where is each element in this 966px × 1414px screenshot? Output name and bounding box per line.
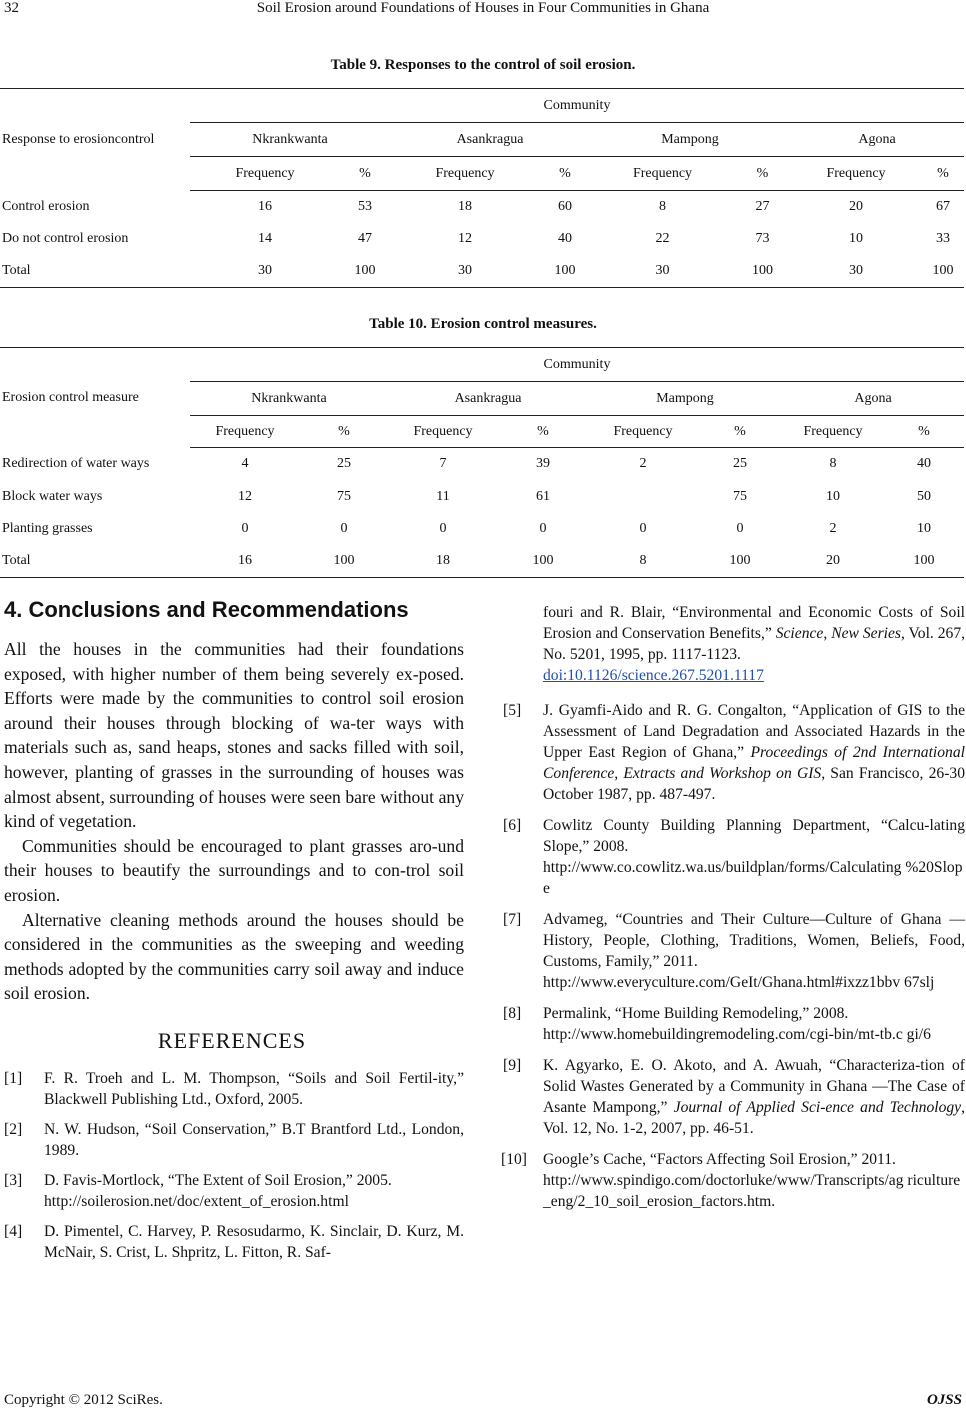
- page-footer: [4, 1392, 962, 1409]
- cell: 25: [337, 456, 351, 472]
- cell: 8: [588, 545, 698, 578]
- cell: 10: [826, 488, 840, 504]
- cell: 67: [936, 198, 950, 214]
- reference-number: [4]: [4, 1223, 23, 1240]
- copyright-notice: Copyright © 2012 SciRes.: [4, 1392, 163, 1408]
- cell: 47: [358, 230, 372, 246]
- cell: [588, 481, 698, 513]
- reference-item: [9] K. Agyarko, E. O. Akoto, and A. Awuah, “Characteriza-tion of Solid Wastes Generated by a Community in Ghana —The Case of Asante Mampong,” Journal of Applied Sci-ence and Technology, Vol. 12, No. 1-2, 2007, pp. 46-51.: [503, 1057, 965, 1137]
- reference-url[interactable]: http://www.everyculture.com/GeIt/Ghana.html#ixzz1bbv 67slj: [543, 974, 935, 991]
- reference-text: D. Pimentel, C. Harvey, P. Resosudarmo, K. Sinclair, D. Kurz, M. McNair, S. Crist, L. Shpritz, L. Fitton, R. Saf-: [44, 1223, 464, 1261]
- reference-item-continued: fouri and R. Blair, “Environmental and Economic Costs of Soil Erosion and Conservation Benefits,” Science, New Series, Vol. 267, No. 5201, 1995, pp. 1117-1123. doi:10.1126/science.267.5201.1117: [543, 604, 966, 684]
- cell: 14: [258, 230, 272, 246]
- reference-item: [503, 1149, 965, 1212]
- reference-item: [4, 1068, 464, 1110]
- table9-row: [0, 191, 964, 223]
- cell: 0: [340, 520, 348, 536]
- reference-item: [503, 1003, 965, 1045]
- reference-number: [6]: [503, 817, 522, 834]
- table10-subheader: %: [698, 416, 782, 448]
- cell: 27: [755, 198, 770, 214]
- cell: 100: [300, 545, 388, 578]
- reference-url[interactable]: http://soilerosion.net/doc/extent_of_erosion.html: [44, 1193, 349, 1210]
- cell: 60: [558, 198, 572, 214]
- reference-number: [5]: [503, 702, 522, 719]
- table10-subheader: Frequency: [190, 416, 300, 448]
- cell: 7: [439, 456, 447, 472]
- cell: 0: [241, 520, 249, 536]
- cell: 40: [917, 456, 931, 472]
- cell: 100: [735, 255, 790, 288]
- table9-subheader: Frequency: [590, 157, 735, 191]
- cell: 0: [539, 520, 547, 536]
- cell: 4: [241, 456, 249, 472]
- reference-text: N. W. Hudson, “Soil Conservation,” B.T Brantford Ltd., London, 1989.: [44, 1121, 464, 1159]
- cell: 30: [590, 255, 735, 288]
- cell: 8: [659, 198, 666, 214]
- table9-row: [0, 255, 964, 288]
- cell: 53: [358, 198, 372, 214]
- reference-text: Permalink, “Home Building Remodeling,” 2008.: [543, 1005, 849, 1022]
- row-label: Do not control erosion: [2, 230, 129, 246]
- reference-item: [5] J. Gyamfi-Aido and R. G. Congalton, “Application of GIS to the Assessment of Land Degradation and Associated Hazards in the Upper East Region of Ghana,” Proceedings of 2nd International Conference, Extracts and Workshop on GIS, San Francisco, 26-30 October 1987, pp. 487-497.: [503, 702, 965, 803]
- cell: 0: [639, 520, 647, 536]
- proceedings-title: Proceedings of 2nd International Conference, Extracts and Workshop on GIS: [543, 744, 965, 782]
- cell: 11: [436, 488, 450, 504]
- reference-number: [2]: [4, 1121, 23, 1138]
- table10-subheader: Frequency: [388, 416, 498, 448]
- journal-title: Science: [775, 625, 824, 642]
- cell: 12: [238, 488, 252, 504]
- journal-abbreviation: OJSS: [926, 1392, 962, 1408]
- reference-item: [4, 1170, 464, 1212]
- references-heading: REFERENCES: [157, 1028, 307, 1053]
- table9: [0, 88, 964, 288]
- table9-subheader: Frequency: [790, 157, 922, 191]
- table9-row-header: Response to erosioncontrol: [0, 89, 190, 191]
- cell: 100: [340, 255, 390, 288]
- cell: 75: [337, 488, 351, 504]
- cell: 2: [639, 456, 647, 472]
- cell: 16: [190, 545, 300, 578]
- conclusions-text: [4, 637, 464, 1006]
- cell: 20: [849, 198, 863, 214]
- reference-number: [1]: [4, 1070, 23, 1087]
- row-label: Block water ways: [2, 488, 103, 504]
- reference-number: [10]: [501, 1151, 527, 1168]
- cell: 50: [917, 488, 931, 504]
- table9-community: Agona: [790, 123, 964, 157]
- cell: 100: [884, 545, 964, 578]
- cell: 8: [829, 456, 837, 472]
- cell: 30: [390, 255, 540, 288]
- paragraph: Alternative cleaning methods around the houses should be considered in the communities as the sweeping and weeding methods adopted by the communities carry soil away and induce soil erosion.: [4, 909, 464, 1004]
- cell: 25: [733, 456, 747, 472]
- table10-subheader: Frequency: [782, 416, 884, 448]
- section-heading: 4. Conclusions and Recommendations: [4, 597, 409, 622]
- cell: 100: [922, 255, 964, 288]
- reference-item: [4, 1119, 464, 1161]
- cell: 10: [917, 520, 931, 536]
- cell: 100: [540, 255, 590, 288]
- row-label: Total: [0, 255, 190, 288]
- page-number: 32: [4, 0, 19, 16]
- table10-caption: Table 10. Erosion control measures.: [369, 316, 597, 332]
- references-right: [503, 602, 965, 1212]
- table9-community: Nkrankwanta: [190, 123, 390, 157]
- cell: 100: [498, 545, 588, 578]
- row-label: Redirection of water ways: [2, 456, 150, 471]
- cell: 20: [782, 545, 884, 578]
- reference-number: [7]: [503, 911, 522, 928]
- table9-subheader: %: [735, 157, 790, 191]
- cell: 75: [733, 488, 747, 504]
- cell: 16: [258, 198, 272, 214]
- cell: 2: [829, 520, 837, 536]
- references-left: [4, 1068, 464, 1263]
- reference-text: Google’s Cache, “Factors Affecting Soil Erosion,” 2011.: [543, 1151, 896, 1168]
- reference-number: [8]: [503, 1005, 522, 1022]
- table9-community-header: Community: [190, 89, 964, 123]
- row-label: Total: [0, 545, 190, 578]
- cell: 39: [536, 456, 550, 472]
- cell: 73: [755, 230, 770, 246]
- reference-text: Advameg, “Countries and Their Culture—Culture of Ghana —History, People, Clothing, Traditions, Women, Beliefs, Food, Customs, Family,” 2011.: [543, 911, 965, 970]
- reference-url[interactable]: http://www.homebuildingremodeling.com/cgi-bin/mt-tb.c gi/6: [543, 1026, 931, 1043]
- table9-subheader: Frequency: [190, 157, 340, 191]
- reference-url[interactable]: http://www.spindigo.com/doctorluke/www/Transcripts/ag riculture_eng/2_10_soil_erosion_factors.htm.: [543, 1172, 961, 1210]
- doi-link[interactable]: doi:10.1126/science.267.5201.1117: [543, 667, 764, 684]
- table10-row: [0, 513, 964, 545]
- table10-community: Nkrankwanta: [190, 382, 388, 416]
- paragraph: Communities should be encouraged to plant grasses aro-und their houses to beautify the surroundings and to con-trol soil erosion.: [4, 835, 464, 905]
- cell: 12: [458, 230, 472, 246]
- reference-item: [503, 815, 965, 899]
- reference-text: D. Favis-Mortlock, “The Extent of Soil Erosion,” 2005.: [44, 1172, 392, 1189]
- running-header: [0, 0, 966, 22]
- cell: 10: [849, 230, 863, 246]
- cell: 33: [936, 230, 950, 246]
- cell: 30: [190, 255, 340, 288]
- table10-subheader: %: [498, 416, 588, 448]
- cell: 40: [558, 230, 572, 246]
- table9-subheader: %: [540, 157, 590, 191]
- table10-row: [0, 448, 964, 481]
- table10-row: [0, 545, 964, 578]
- table10: [0, 347, 964, 578]
- table9-caption: Table 9. Responses to the control of soil erosion.: [330, 57, 636, 73]
- table9-subheader: %: [922, 157, 964, 191]
- journal-series: New Series: [831, 625, 901, 642]
- table10-community: Agona: [782, 382, 964, 416]
- reference-text: F. R. Troeh and L. M. Thompson, “Soils and Soil Fertil-ity,” Blackwell Publishing Ltd., Oxford, 2005.: [44, 1070, 464, 1108]
- reference-url[interactable]: http://www.co.cowlitz.wa.us/buildplan/forms/Calculating %20Slope: [543, 859, 963, 897]
- row-label: Planting grasses: [2, 520, 93, 536]
- table9-subheader: %: [340, 157, 390, 191]
- cell: 100: [698, 545, 782, 578]
- reference-text: Cowlitz County Building Planning Department, “Calcu-lating Slope,” 2008.: [543, 817, 965, 855]
- row-label: Control erosion: [2, 198, 90, 214]
- table9-row: [0, 223, 964, 255]
- paragraph: All the houses in the communities had their foundations exposed, with higher number of them being severely ex-posed. Efforts were made by the communities to control soil erosion around their houses through blocking of wa-ter ways with materials such as, sand heaps, stones and sacks filled with soil, however, planting of grasses in the surrounding of houses was almost absent, surrounding of houses were seen bare without any kind of vegetation.: [4, 639, 464, 832]
- table10-subheader: %: [884, 416, 964, 448]
- table9-subheader: Frequency: [390, 157, 540, 191]
- table10-community: Mampong: [588, 382, 782, 416]
- reference-item: [503, 909, 965, 993]
- cell: 18: [388, 545, 498, 578]
- cell: 18: [458, 198, 472, 214]
- reference-number: [9]: [503, 1057, 522, 1074]
- table10-row: [0, 481, 964, 513]
- cell: 22: [655, 230, 670, 246]
- cell: 61: [536, 488, 550, 504]
- reference-item: [4, 1221, 464, 1263]
- table10-community: Asankragua: [388, 382, 588, 416]
- table9-community: Mampong: [590, 123, 790, 157]
- table9-community: Asankragua: [390, 123, 590, 157]
- reference-number: [3]: [4, 1172, 23, 1189]
- table10-subheader: %: [300, 416, 388, 448]
- table10-subheader: Frequency: [588, 416, 698, 448]
- table10-row-header: Erosion control measure: [0, 348, 190, 448]
- cell: 0: [736, 520, 744, 536]
- running-title: Soil Erosion around Foundations of Houses in Four Communities in Ghana: [256, 0, 710, 16]
- cell: 30: [790, 255, 922, 288]
- table10-community-header: Community: [190, 348, 964, 382]
- cell: 0: [439, 520, 447, 536]
- journal-title: Journal of Applied Sci-ence and Technology: [673, 1099, 962, 1116]
